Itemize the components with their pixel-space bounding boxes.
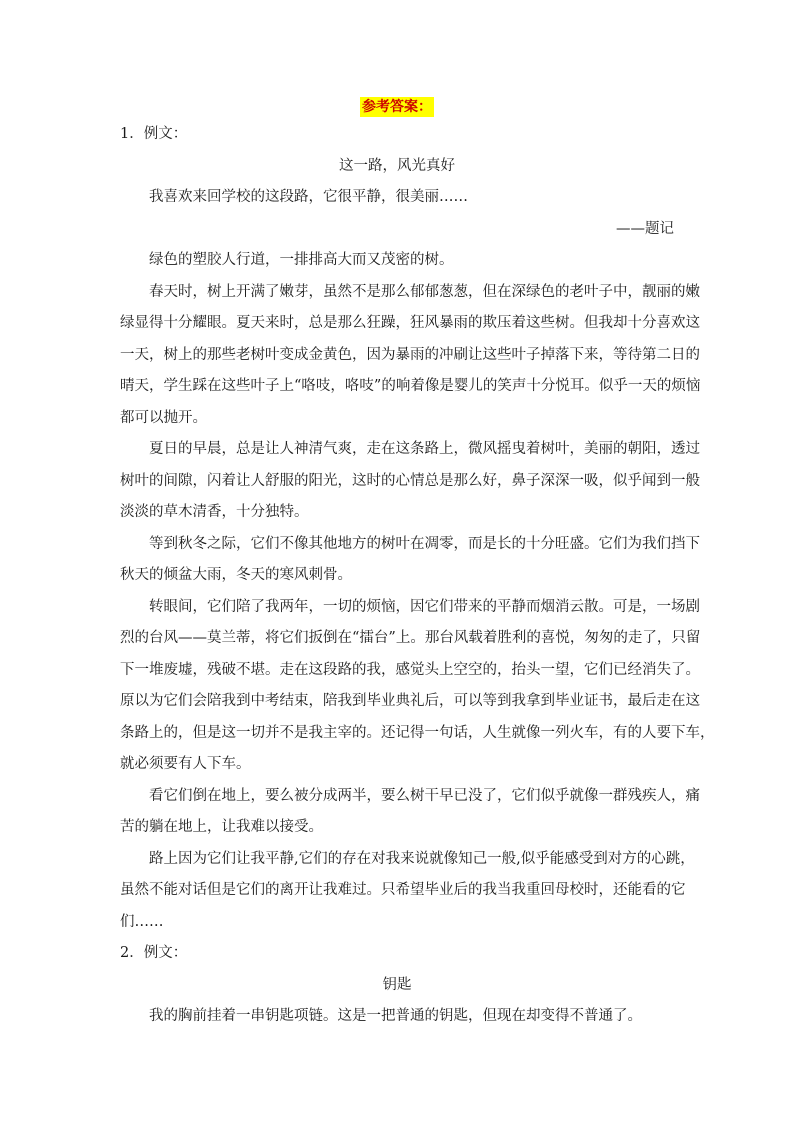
answer-heading-wrap bbox=[0, 96, 794, 117]
answer-content bbox=[120, 119, 715, 1033]
text-line: 绿显得十分耀眼。夏天来时，总是那么狂躁，狂风暴雨的欺压着这些树。但我却十分喜欢这 bbox=[120, 315, 700, 331]
text-line: 原以为它们会陪我到中考结束，陪我到毕业典礼后，可以等到我拿到毕业证书，最后走在这 bbox=[120, 693, 700, 709]
text-line: 1．例文： bbox=[120, 126, 188, 142]
text-line: 苦的躺在地上，让我难以接受。 bbox=[120, 819, 323, 835]
text-line: 条路上的，但是这一切并不是我主宰的。还记得一句话，人生就像一列火车，有的人要下车， bbox=[120, 724, 715, 741]
text-line: 夏日的早晨，总是让人神清气爽，走在这条路上，微风摇曳着树叶，美丽的朝阳，透过 bbox=[149, 441, 700, 457]
text-line: 这一路，风光真好 bbox=[339, 157, 455, 174]
text-line: 春天时，树上开满了嫩芽，虽然不是那么郁郁葱葱，但在深绿色的老叶子中，靓丽的嫩 bbox=[149, 283, 700, 300]
text-line: 晴天，学生踩在这些叶子上“咯吱，咯吱”的响着像是婴儿的笑声十分悦耳。似乎一天的烦恼 bbox=[120, 378, 701, 394]
text-line: 树叶的间隙，闪着让人舒服的阳光，这时的心情总是那么好，鼻子深深一吸，似乎闻到一般 bbox=[120, 472, 700, 489]
text-line: 烈的台风——莫兰蒂，将它们扳倒在“擂台”上。那台风载着胜利的喜悦，匆匆的走了，只留 bbox=[120, 630, 701, 646]
text-line: 都可以抛开。 bbox=[120, 409, 207, 426]
answer-heading: 参考答案： bbox=[362, 99, 432, 115]
text-line: 们…… bbox=[120, 913, 164, 930]
text-line: 等到秋冬之际，它们不像其他地方的树叶在凋零，而是长的十分旺盛。它们为我们挡下 bbox=[149, 535, 700, 552]
text-line: 绿色的塑胶人行道，一排排高大而又茂密的树。 bbox=[149, 252, 454, 268]
text-line: 淡淡的草木清香，十分独特。 bbox=[120, 504, 309, 520]
text-line: 2．例文： bbox=[120, 945, 188, 961]
text-line: 就必须要有人下车。 bbox=[120, 756, 251, 772]
text-line: 我的胸前挂着一串钥匙项链。这是一把普通的钥匙，但现在却变得不普通了。 bbox=[149, 1008, 642, 1024]
text-line: 虽然不能对话但是它们的离开让我难过。只希望毕业后的我当我重回母校时，还能看的它 bbox=[120, 882, 686, 898]
text-line: 转眼间，它们陪了我两年，一切的烦恼，因它们带来的平静而烟消云散。可是，一场剧 bbox=[149, 598, 700, 615]
text-line: 一天，树上的那些老树叶变成金黄色，因为暴雨的冲刷让这些叶子掉落下来，等待第二日的 bbox=[120, 346, 700, 363]
text-line: ——题记 bbox=[616, 220, 674, 237]
text-line: 我喜欢来回学校的这段路，它很平静，很美丽…… bbox=[149, 189, 468, 205]
text-line: 路上因为它们让我平静,它们的存在对我来说就像知己一般,似乎能感受到对方的心跳， bbox=[149, 850, 695, 867]
text-line: 秋天的倾盆大雨，冬天的寒风刺骨。 bbox=[120, 567, 352, 583]
text-line: 下一堆废墟，残破不堪。走在这段路的我，感觉头上空空的，抬头一望，它们已经消失了。 bbox=[120, 661, 700, 678]
text-line: 钥匙 bbox=[382, 976, 412, 993]
text-line: 看它们倒在地上，要么被分成两半，要么树干早已没了，它们似乎就像一群残疾人，痛 bbox=[149, 787, 700, 804]
